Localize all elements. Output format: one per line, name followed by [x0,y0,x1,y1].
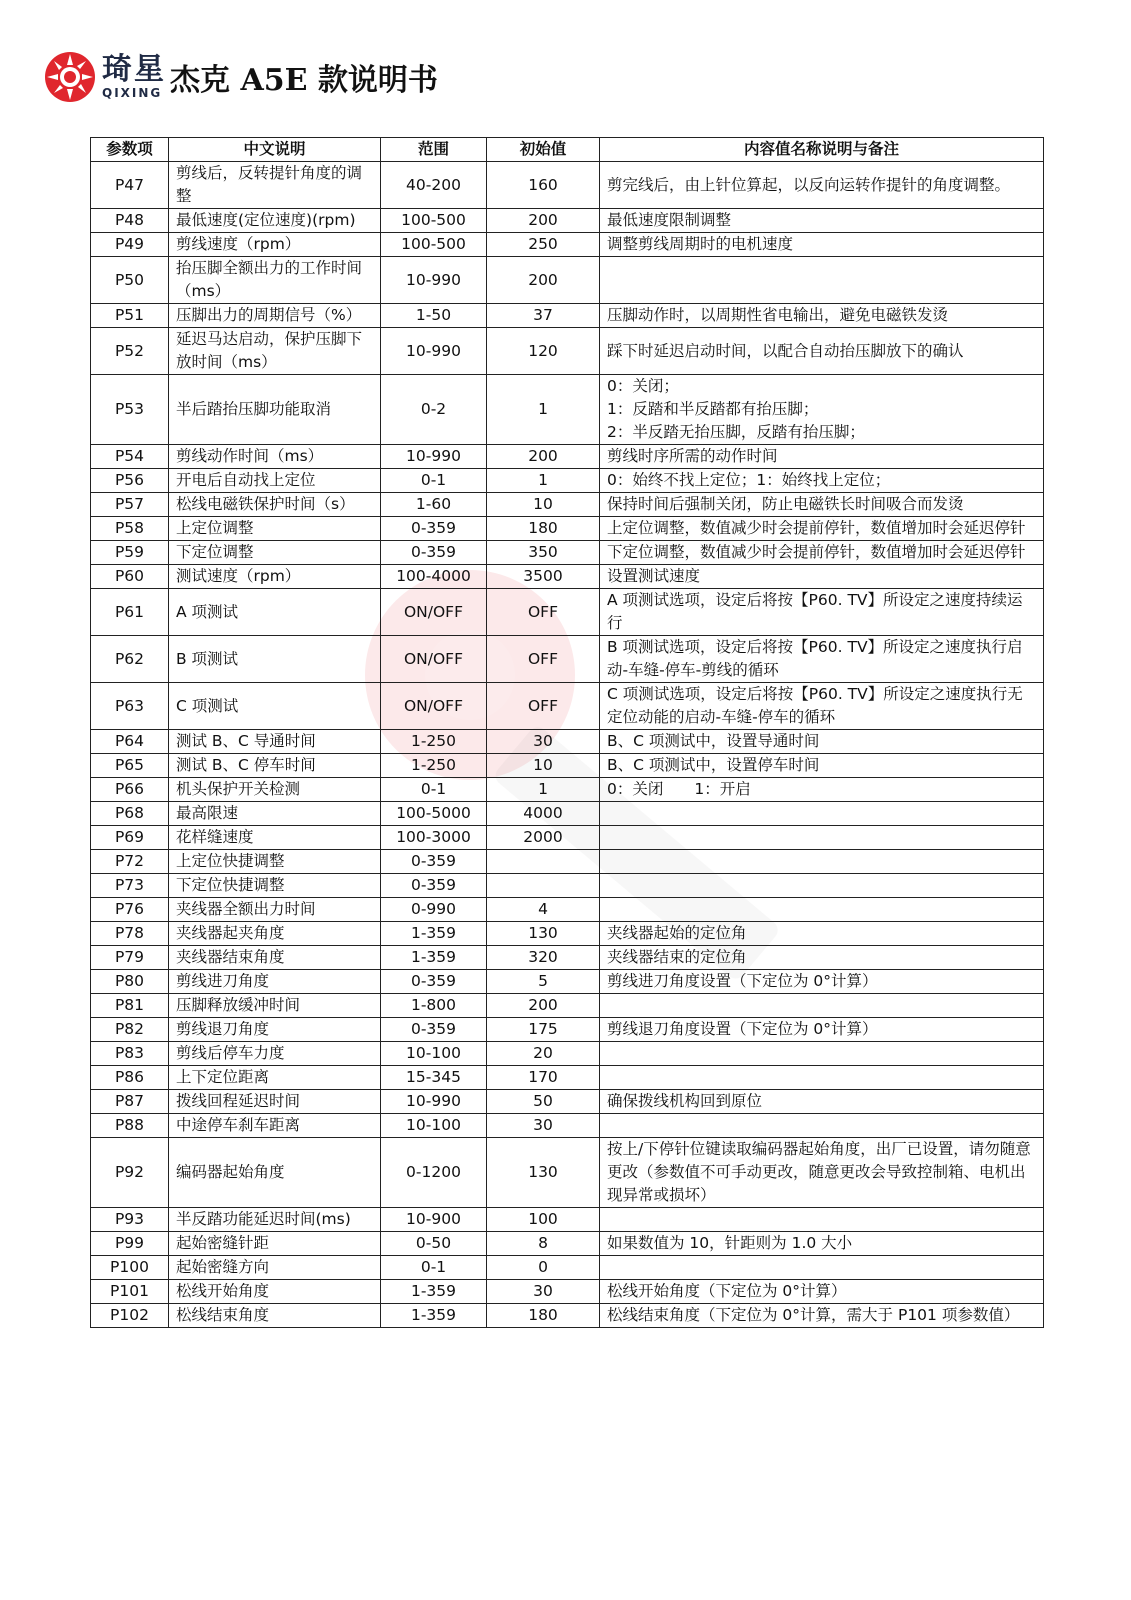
brand-name [102,52,166,100]
param-range: 1-800 [381,994,487,1018]
param-range: 1-250 [381,730,487,754]
table-row [91,683,1044,730]
table-row [91,826,1044,850]
param-note [600,683,1044,730]
param-code: P78 [91,922,169,946]
param-code: P61 [91,589,169,636]
param-note [600,589,1044,636]
param-range: 10-990 [381,1090,487,1114]
param-range: 1-359 [381,1304,487,1328]
param-range: 0-359 [381,874,487,898]
param-name: 松线开始角度 [169,1280,381,1304]
param-code: P47 [91,162,169,209]
param-note [600,850,1044,874]
param-note-line: A 项测试选项，设定后将按【P60. TV】所设定之速度持续运行 [607,591,1023,632]
table-row [91,922,1044,946]
table-row [91,328,1044,375]
param-name: 拨线回程延迟时间 [169,1090,381,1114]
param-default: 1 [487,469,600,493]
param-note-line: 下定位调整，数值减少时会提前停针，数值增加时会延迟停针 [607,543,1026,561]
param-name: 剪线后，反转提针角度的调整 [169,162,381,209]
param-name: 延迟马达启动，保护压脚下放时间（ms） [169,328,381,375]
param-note-line: B 项测试选项，设定后将按【P60. TV】所设定之速度执行启动-车缝-停车-剪线的循环 [607,638,1023,679]
param-code: P63 [91,683,169,730]
param-code: P51 [91,304,169,328]
param-default: 350 [487,541,600,565]
param-default: 30 [487,730,600,754]
table-row [91,1280,1044,1304]
param-range: 0-990 [381,898,487,922]
param-name: 剪线进刀角度 [169,970,381,994]
table-row [91,445,1044,469]
param-name: 最低速度(定位速度)(rpm) [169,209,381,233]
table-row [91,730,1044,754]
param-note [600,802,1044,826]
table-row [91,589,1044,636]
param-name: 半后踏抬压脚功能取消 [169,375,381,445]
table-row [91,946,1044,970]
table-row [91,754,1044,778]
param-note [600,994,1044,1018]
param-note [600,328,1044,375]
param-default: 8 [487,1232,600,1256]
param-note-line: C 项测试选项，设定后将按【P60. TV】所设定之速度执行无定位动能的启动-车缝-停车的循环 [607,685,1023,726]
param-code: P58 [91,517,169,541]
param-note [600,1138,1044,1208]
param-range: 10-100 [381,1042,487,1066]
param-default: 2000 [487,826,600,850]
param-code: P64 [91,730,169,754]
param-range: ON/OFF [381,589,487,636]
table-row [91,970,1044,994]
param-code: P83 [91,1042,169,1066]
table-row [91,493,1044,517]
table-row [91,1232,1044,1256]
param-range: 0-1 [381,1256,487,1280]
param-range: 1-250 [381,754,487,778]
param-default: 1 [487,375,600,445]
param-code: P102 [91,1304,169,1328]
param-note [600,1304,1044,1328]
param-default: 200 [487,257,600,304]
table-row [91,565,1044,589]
param-code: P68 [91,802,169,826]
param-note [600,1066,1044,1090]
param-default: 180 [487,1304,600,1328]
param-note-line: B、C 项测试中，设置停车时间 [607,756,820,774]
table-row [91,874,1044,898]
param-range: 1-359 [381,946,487,970]
param-note [600,1256,1044,1280]
param-note [600,1280,1044,1304]
param-name: 压脚出力的周期信号（%） [169,304,381,328]
param-note-line: 夹线器起始的定位角 [607,924,747,942]
param-code: P79 [91,946,169,970]
param-note-line: B、C 项测试中，设置导通时间 [607,732,820,750]
param-code: P72 [91,850,169,874]
table-row [91,1066,1044,1090]
param-note-line: 0：始终不找上定位；1：始终找上定位； [607,471,891,489]
header-code: 参数项 [91,138,169,162]
table-row [91,802,1044,826]
param-code: P59 [91,541,169,565]
param-note [600,493,1044,517]
table-row [91,1304,1044,1328]
param-code: P76 [91,898,169,922]
param-note [600,946,1044,970]
param-range: 100-3000 [381,826,487,850]
param-name: 编码器起始角度 [169,1138,381,1208]
param-note-line: 调整剪线周期时的电机速度 [607,235,794,253]
param-note-line: 按上/下停针位键读取编码器起始角度，出厂已设置，请勿随意更改（参数值不可手动更改，随意更改会导致控制箱、电机出现异常或损坏） [607,1140,1031,1204]
param-default: 50 [487,1090,600,1114]
param-note-line: 0：关闭； [607,377,679,395]
param-default: 170 [487,1066,600,1090]
param-note [600,1042,1044,1066]
param-note [600,375,1044,445]
table-row [91,1018,1044,1042]
param-name: C 项测试 [169,683,381,730]
param-note [600,826,1044,850]
param-default: 10 [487,493,600,517]
param-range: 0-359 [381,517,487,541]
table-row [91,1208,1044,1232]
param-default: 175 [487,1018,600,1042]
header-note: 内容值名称说明与备注 [600,138,1044,162]
param-default: 200 [487,994,600,1018]
param-note-line: 松线结束角度（下定位为 0°计算，需大于 P101 项参数值） [607,1306,1020,1324]
param-code: P69 [91,826,169,850]
param-code: P62 [91,636,169,683]
param-code: P86 [91,1066,169,1090]
brand-en: QIXING [102,86,163,100]
qixing-logo-icon [44,51,96,103]
table-row [91,541,1044,565]
param-note-line: 压脚动作时，以周期性省电输出，避免电磁铁发烫 [607,306,949,324]
param-range: 10-100 [381,1114,487,1138]
param-code: P50 [91,257,169,304]
param-default: 0 [487,1256,600,1280]
param-note [600,898,1044,922]
param-name: 起始密缝针距 [169,1232,381,1256]
param-note [600,1232,1044,1256]
param-code: P92 [91,1138,169,1208]
param-note [600,304,1044,328]
param-note-line: 夹线器结束的定位角 [607,948,747,966]
param-note [600,1208,1044,1232]
param-range: ON/OFF [381,636,487,683]
param-note [600,517,1044,541]
param-note [600,754,1044,778]
param-note [600,233,1044,257]
param-code: P54 [91,445,169,469]
table-row [91,1042,1044,1066]
param-note [600,445,1044,469]
table-row [91,1138,1044,1208]
param-default: OFF [487,636,600,683]
param-range: 1-50 [381,304,487,328]
param-name: 上定位调整 [169,517,381,541]
param-note [600,1018,1044,1042]
param-range: 100-5000 [381,802,487,826]
param-default: 200 [487,209,600,233]
param-code: P81 [91,994,169,1018]
param-code: P100 [91,1256,169,1280]
param-default: 120 [487,328,600,375]
param-default: 200 [487,445,600,469]
param-name: 上下定位距离 [169,1066,381,1090]
param-note [600,1114,1044,1138]
param-range: 40-200 [381,162,487,209]
param-default: 320 [487,946,600,970]
page-header [44,50,438,104]
param-note-line: 2：半反踏无抬压脚，反踏有抬压脚； [607,423,865,441]
param-name: 机头保护开关检测 [169,778,381,802]
param-default: 180 [487,517,600,541]
param-note [600,1090,1044,1114]
param-note [600,874,1044,898]
param-name: 松线结束角度 [169,1304,381,1328]
param-default: 250 [487,233,600,257]
header-name: 中文说明 [169,138,381,162]
param-default: 37 [487,304,600,328]
param-note [600,209,1044,233]
param-note [600,469,1044,493]
param-code: P93 [91,1208,169,1232]
param-default: OFF [487,589,600,636]
table-row [91,1114,1044,1138]
table-row [91,304,1044,328]
param-range: 10-990 [381,328,487,375]
table-row [91,209,1044,233]
param-note [600,565,1044,589]
param-name: 夹线器结束角度 [169,946,381,970]
table-row [91,1256,1044,1280]
param-default [487,850,600,874]
param-name: 抬压脚全额出力的工作时间（ms） [169,257,381,304]
brand-cn: 琦星 [102,52,166,87]
param-default: OFF [487,683,600,730]
param-range: 0-1 [381,778,487,802]
param-range: 1-60 [381,493,487,517]
table-row [91,898,1044,922]
table-row [91,778,1044,802]
param-code: P73 [91,874,169,898]
param-default: 4000 [487,802,600,826]
param-note-line: 0：关闭 1：开启 [607,780,751,798]
header-range: 范围 [381,138,487,162]
param-name: 测试速度（rpm） [169,565,381,589]
param-code: P49 [91,233,169,257]
param-code: P88 [91,1114,169,1138]
param-range: 10-990 [381,257,487,304]
param-default: 160 [487,162,600,209]
table-row [91,517,1044,541]
param-note-line: 剪完线后，由上针位算起，以反向运转作提针的角度调整。 [607,175,1011,194]
table-row [91,257,1044,304]
param-code: P60 [91,565,169,589]
param-note [600,162,1044,209]
param-note [600,541,1044,565]
param-note-line: 1：反踏和半反踏都有抬压脚； [607,400,819,418]
param-code: P87 [91,1090,169,1114]
param-code: P82 [91,1018,169,1042]
param-range: 100-500 [381,209,487,233]
param-range: 0-359 [381,850,487,874]
param-range: 1-359 [381,1280,487,1304]
param-range: 15-345 [381,1066,487,1090]
param-note-line: 最低速度限制调整 [607,211,732,229]
param-range: 0-1200 [381,1138,487,1208]
table-row [91,1090,1044,1114]
param-range: 0-50 [381,1232,487,1256]
param-default: 130 [487,922,600,946]
param-default: 130 [487,1138,600,1208]
param-name: 半反踏功能延迟时间(ms) [169,1208,381,1232]
document-title: 杰克 A5E 款说明书 [170,63,438,98]
param-default: 30 [487,1114,600,1138]
param-default: 100 [487,1208,600,1232]
param-default: 20 [487,1042,600,1066]
param-name: 剪线后停车力度 [169,1042,381,1066]
param-range: 0-359 [381,970,487,994]
param-name: 夹线器起夹角度 [169,922,381,946]
param-note-line: 松线开始角度（下定位为 0°计算） [607,1282,847,1300]
param-note-line: 保持时间后强制关闭，防止电磁铁长时间吸合而发烫 [607,495,964,513]
param-range: 100-500 [381,233,487,257]
param-note-line: 设置测试速度 [607,567,701,585]
param-default [487,874,600,898]
table-row [91,233,1044,257]
param-default: 5 [487,970,600,994]
param-default: 3500 [487,565,600,589]
table-header-row [91,138,1044,162]
param-note-line: 剪线退刀角度设置（下定位为 0°计算） [607,1020,878,1038]
param-range: 0-1 [381,469,487,493]
param-name: 起始密缝方向 [169,1256,381,1280]
param-code: P52 [91,328,169,375]
param-name: 花样缝速度 [169,826,381,850]
table-row [91,850,1044,874]
param-name: 开电后自动找上定位 [169,469,381,493]
param-note [600,257,1044,304]
param-note-line: 上定位调整，数值减少时会提前停针，数值增加时会延迟停针 [607,519,1026,537]
param-note-line: 剪线进刀角度设置（下定位为 0°计算） [607,972,878,990]
param-range: 1-359 [381,922,487,946]
header-default: 初始值 [487,138,600,162]
param-name: 压脚释放缓冲时间 [169,994,381,1018]
param-default: 10 [487,754,600,778]
param-range: 10-900 [381,1208,487,1232]
param-note-line: 踩下时延迟启动时间，以配合自动抬压脚放下的确认 [607,341,964,360]
param-note [600,970,1044,994]
param-code: P101 [91,1280,169,1304]
table-row [91,636,1044,683]
param-code: P56 [91,469,169,493]
param-name: 测试 B、C 停车时间 [169,754,381,778]
param-name: 剪线速度（rpm） [169,233,381,257]
param-name: B 项测试 [169,636,381,683]
param-code: P48 [91,209,169,233]
table-row [91,375,1044,445]
param-range: 10-990 [381,445,487,469]
param-note-line: 剪线时序所需的动作时间 [607,447,778,465]
param-name: 中途停车刹车距离 [169,1114,381,1138]
param-default: 30 [487,1280,600,1304]
param-default: 4 [487,898,600,922]
param-code: P80 [91,970,169,994]
table-row [91,162,1044,209]
param-code: P66 [91,778,169,802]
param-name: 剪线退刀角度 [169,1018,381,1042]
param-code: P53 [91,375,169,445]
param-note-line: 如果数值为 10，针距则为 1.0 大小 [607,1234,853,1252]
param-name: A 项测试 [169,589,381,636]
param-code: P57 [91,493,169,517]
param-name: 测试 B、C 导通时间 [169,730,381,754]
param-range: ON/OFF [381,683,487,730]
table-row [91,994,1044,1018]
table-row [91,469,1044,493]
param-note [600,730,1044,754]
param-default: 1 [487,778,600,802]
param-code: P65 [91,754,169,778]
param-name: 夹线器全额出力时间 [169,898,381,922]
param-range: 0-359 [381,541,487,565]
param-range: 100-4000 [381,565,487,589]
param-name: 剪线动作时间（ms） [169,445,381,469]
param-name: 最高限速 [169,802,381,826]
parameter-table [90,137,1044,1328]
param-code: P99 [91,1232,169,1256]
param-name: 松线电磁铁保护时间（s） [169,493,381,517]
param-note [600,636,1044,683]
param-note-line: 确保拨线机构回到原位 [607,1092,763,1110]
param-range: 0-2 [381,375,487,445]
param-name: 上定位快捷调整 [169,850,381,874]
param-name: 下定位调整 [169,541,381,565]
param-note [600,778,1044,802]
param-name: 下定位快捷调整 [169,874,381,898]
param-range: 0-359 [381,1018,487,1042]
param-note [600,922,1044,946]
